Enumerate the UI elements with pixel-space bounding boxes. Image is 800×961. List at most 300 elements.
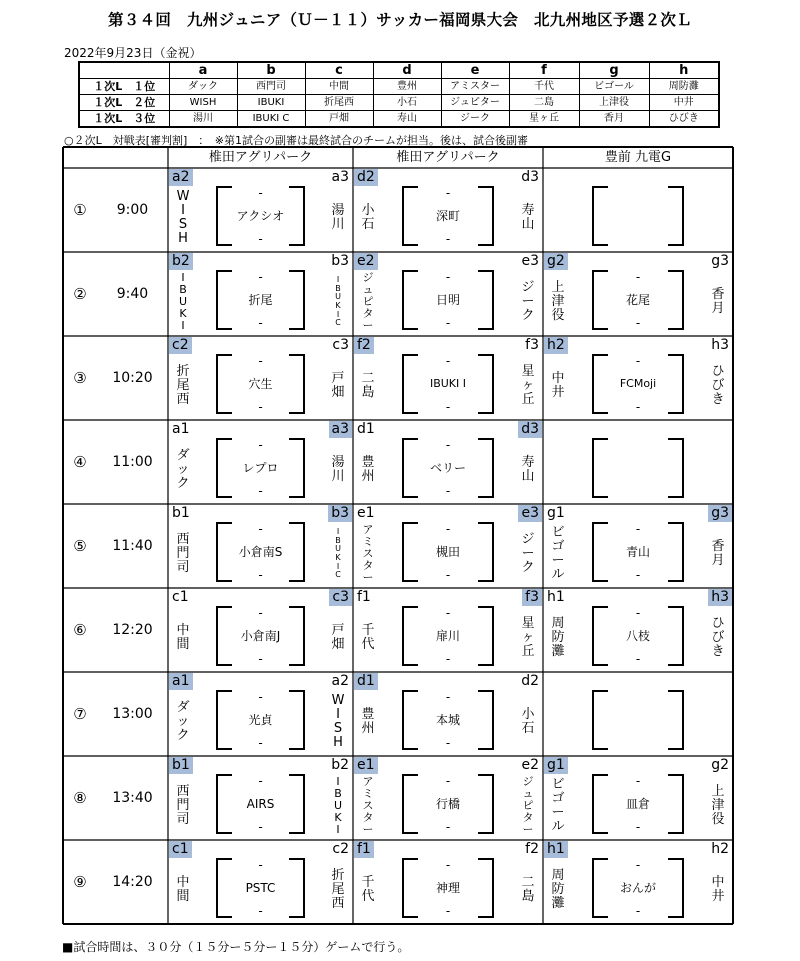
home-seed-tag: h1 (547, 589, 565, 605)
rank-team-cell: 香月 (579, 111, 649, 128)
score-bracket-right (668, 522, 684, 582)
referee-team: IBUKI I (429, 377, 467, 390)
referee-team: 深町 (435, 209, 460, 223)
rank-row (79, 95, 719, 111)
time-slot (63, 504, 168, 588)
away-seed-tag: a3 (331, 169, 349, 185)
rank-team-cell: 中井 (649, 95, 719, 111)
score-bracket-left (592, 606, 608, 666)
away-score: - (258, 652, 263, 666)
away-score: - (635, 820, 641, 834)
score-bracket-left (592, 354, 608, 414)
match-duration-note: ■試合時間は、３０分（１５分ー５分ー１５分）ゲームで行う。 (62, 940, 410, 954)
score-bracket-left (402, 774, 418, 834)
home-score: - (445, 522, 451, 536)
score-box (608, 774, 668, 834)
rank-team-cell: ひびき (649, 111, 719, 128)
venue-header-3: 豊前 九電G (604, 150, 672, 165)
score-box (418, 606, 478, 666)
away-seed-tag: e3 (518, 505, 542, 522)
kickoff-time: 11:40 (112, 538, 153, 554)
score-bracket-right (478, 606, 494, 666)
home-score: - (258, 858, 263, 872)
score-bracket-right (289, 186, 305, 246)
home-seed-tag: f1 (354, 841, 374, 858)
score-box (418, 774, 478, 834)
time-slot (63, 756, 168, 840)
page-title: 第３４回 九州ジュニア（Ｕ－１１）サッカー福岡県大会 北九州地区予選２次Ｌ (108, 11, 692, 29)
rank-team-cell: 上津役 (579, 95, 649, 111)
match-number: ⑦ (73, 705, 87, 723)
referee-team: 穴生 (248, 377, 273, 391)
rank-team-cell: 折尾西 (305, 95, 373, 111)
home-team-name: 中 井 (551, 370, 565, 400)
score-bracket-left (592, 270, 608, 330)
score-box (232, 690, 289, 750)
rank-row (79, 111, 719, 128)
away-seed-tag: d2 (521, 673, 539, 689)
away-score: - (258, 820, 263, 834)
away-team-name: ジ ュ ピ タ ー (522, 775, 534, 836)
referee-team: 小倉南J (240, 629, 281, 643)
home-score: - (635, 522, 641, 536)
match-cell (353, 840, 543, 924)
away-team-name: 戸 畑 (331, 622, 345, 652)
away-seed-tag: e2 (521, 757, 539, 773)
match-cell (168, 420, 353, 504)
away-team-name: ひ び き (711, 615, 725, 660)
away-team-name: I B U K I C (335, 527, 341, 580)
score-box (418, 354, 478, 414)
away-seed-tag: c3 (332, 337, 349, 353)
group-header-e: e (441, 62, 509, 79)
away-team-name: 星 ヶ 丘 (521, 363, 535, 408)
away-score: - (635, 652, 641, 666)
empty-match-cell (543, 420, 733, 504)
kickoff-time: 14:20 (112, 874, 153, 890)
time-slot (63, 588, 168, 672)
group-header-f: f (509, 62, 579, 79)
home-team-name: 西 門 司 (176, 783, 190, 828)
referee-team: 扉川 (435, 629, 460, 643)
rank-label: １次L １位 (79, 79, 169, 95)
home-team-name: 上 津 役 (551, 279, 565, 324)
venue-header-1: 椎田アグリパーク (208, 150, 313, 165)
home-seed-tag: b1 (172, 505, 190, 521)
rank-row (79, 79, 719, 95)
away-seed-tag: b2 (331, 757, 349, 773)
score-box (232, 858, 289, 918)
referee-team: ベリー (429, 461, 466, 475)
group-header-a: a (169, 62, 237, 79)
score-bracket-left (216, 606, 232, 666)
empty-match-cell (543, 672, 733, 756)
home-score: - (445, 354, 451, 368)
rank-table-corner (79, 62, 169, 79)
score-box (418, 186, 478, 246)
referee-team: AIRS (246, 797, 275, 811)
referee-team: 小倉南S (238, 545, 283, 559)
away-seed-tag: d3 (518, 421, 542, 438)
score-bracket-left (402, 186, 418, 246)
away-team-name: 香 月 (711, 538, 725, 568)
home-team-name: 周 防 灘 (551, 867, 565, 912)
group-header-b: b (237, 62, 305, 79)
away-seed-tag: f2 (525, 841, 539, 857)
referee-team: 行橋 (435, 797, 460, 811)
home-score: - (258, 606, 263, 620)
home-seed-tag: a1 (169, 673, 193, 690)
home-team-name: I B U K I (178, 271, 188, 332)
away-team-name: 湯 川 (331, 454, 345, 484)
score-bracket-right (668, 354, 684, 414)
away-score: - (445, 904, 451, 918)
away-score: - (635, 400, 641, 414)
kickoff-time: 12:20 (112, 622, 153, 638)
rank-team-cell: WISH (169, 95, 237, 111)
referee-team: PSTC (245, 881, 276, 895)
home-seed-tag: f2 (354, 337, 374, 354)
score-bracket-left (216, 186, 232, 246)
score-bracket-right (289, 522, 305, 582)
score-bracket-left (402, 858, 418, 918)
kickoff-time: 9:00 (116, 202, 149, 218)
score-bracket-right (289, 438, 305, 498)
group-header-g: g (579, 62, 649, 79)
match-cell (543, 756, 733, 840)
kickoff-time: 11:00 (112, 454, 153, 470)
away-score: - (635, 316, 641, 330)
home-team-name: 折 尾 西 (176, 363, 190, 408)
away-team-name: 湯 川 (331, 202, 345, 232)
match-cell (543, 336, 733, 420)
empty-match-cell (543, 168, 733, 252)
home-team-name: 豊 州 (361, 454, 375, 484)
match-number: ⑥ (73, 621, 87, 639)
score-bracket-left (216, 522, 232, 582)
score-bracket-right (668, 690, 684, 750)
home-seed-tag: g1 (544, 757, 568, 774)
away-team-name: 星 ヶ 丘 (521, 615, 535, 660)
home-score: - (258, 522, 263, 536)
away-seed-tag: g2 (711, 757, 729, 773)
score-bracket-right (289, 354, 305, 414)
score-bracket-left (592, 522, 608, 582)
referee-team: 光貞 (248, 713, 273, 727)
score-box (232, 606, 289, 666)
score-bracket-right (478, 858, 494, 918)
home-seed-tag: g1 (547, 505, 565, 521)
home-team-name: 千 代 (361, 622, 375, 652)
away-score: - (258, 400, 263, 414)
home-seed-tag: a2 (169, 169, 193, 186)
home-team-name: ビ ゴ ー ル (551, 524, 565, 583)
home-score: - (445, 774, 451, 788)
score-bracket-left (216, 690, 232, 750)
rank-team-cell: 湯川 (169, 111, 237, 128)
away-score: - (445, 484, 451, 498)
match-cell (543, 504, 733, 588)
time-slot (63, 840, 168, 924)
away-score: - (258, 736, 263, 750)
rank-team-cell: アミスター (441, 79, 509, 95)
match-cell (168, 168, 353, 252)
rank-team-cell: 西門司 (237, 79, 305, 95)
score-bracket-right (668, 774, 684, 834)
rank-team-cell: ビゴール (579, 79, 649, 95)
score-bracket-right (289, 690, 305, 750)
home-score: - (635, 270, 641, 284)
away-team-name: 寿 山 (521, 454, 535, 484)
away-team-name: I B U K I (333, 775, 343, 836)
home-team-name: 二 島 (361, 370, 375, 400)
match-cell (353, 588, 543, 672)
home-seed-tag: e2 (354, 253, 378, 270)
match-cell (168, 252, 353, 336)
rank-team-cell: 豊州 (373, 79, 441, 95)
score-box (232, 522, 289, 582)
time-slot (63, 420, 168, 504)
score-box (608, 354, 668, 414)
score-bracket-left (402, 690, 418, 750)
match-cell (168, 840, 353, 924)
away-score: - (258, 232, 263, 246)
home-score: - (258, 774, 263, 788)
away-score: - (445, 316, 451, 330)
home-team-name: 西 門 司 (176, 531, 190, 576)
home-score: - (635, 606, 641, 620)
away-seed-tag: d3 (521, 169, 539, 185)
rank-team-cell: 二島 (509, 95, 579, 111)
score-box (608, 522, 668, 582)
match-number: ⑨ (73, 873, 87, 891)
score-bracket-right (478, 522, 494, 582)
match-number: ⑧ (73, 789, 87, 807)
away-score: - (258, 484, 263, 498)
referee-team: 皿倉 (625, 797, 650, 811)
referee-team: 八枝 (625, 629, 650, 643)
score-bracket-left (592, 858, 608, 918)
home-seed-tag: h1 (544, 841, 568, 858)
home-score: - (258, 270, 263, 284)
score-bracket-right (668, 270, 684, 330)
score-bracket-right (478, 354, 494, 414)
home-team-name: ジ ュ ピ タ ー (362, 271, 374, 332)
home-seed-tag: h2 (544, 337, 568, 354)
home-team-name: 周 防 灘 (551, 615, 565, 660)
away-score: - (445, 736, 451, 750)
referee-team: 花尾 (625, 293, 650, 307)
home-score: - (635, 774, 641, 788)
home-seed-tag: d1 (357, 421, 375, 437)
match-number: ③ (73, 369, 87, 387)
away-score: - (258, 904, 263, 918)
home-score: - (635, 858, 641, 872)
away-score: - (258, 568, 263, 582)
kickoff-time: 13:00 (112, 706, 153, 722)
home-seed-tag: c1 (169, 841, 192, 858)
home-seed-tag: c1 (172, 589, 189, 605)
time-slot (63, 672, 168, 756)
rank-team-cell: ダック (169, 79, 237, 95)
away-team-name: 上 津 役 (711, 783, 725, 828)
home-score: - (258, 186, 263, 200)
referee-team: 神理 (435, 881, 460, 895)
away-team-name: 寿 山 (521, 202, 535, 232)
group-header-d: d (373, 62, 441, 79)
rank-team-cell: 周防灘 (649, 79, 719, 95)
home-seed-tag: g2 (544, 253, 568, 270)
rank-label: １次L ３位 (79, 111, 169, 128)
away-seed-tag: e3 (521, 253, 539, 269)
score-bracket-left (592, 774, 608, 834)
score-box (418, 438, 478, 498)
away-team-name: 折 尾 西 (331, 867, 345, 912)
away-team-name: 戸 畑 (331, 370, 345, 400)
home-score: - (258, 690, 263, 704)
time-slot (63, 252, 168, 336)
home-score: - (635, 354, 641, 368)
home-seed-tag: c2 (169, 337, 192, 354)
match-number: ② (73, 285, 87, 303)
score-box (232, 774, 289, 834)
away-seed-tag: h3 (711, 337, 729, 353)
score-box (232, 354, 289, 414)
away-team-name: ジ ー ク (521, 279, 535, 324)
home-seed-tag: e1 (354, 757, 378, 774)
match-cell (353, 672, 543, 756)
score-bracket-left (216, 858, 232, 918)
first-round-rank-table (78, 61, 720, 128)
match-number: ① (73, 201, 87, 219)
score-bracket-right (478, 774, 494, 834)
score-bracket-right (668, 438, 684, 498)
score-bracket-right (668, 858, 684, 918)
home-team-name: ア ミ ス タ ー (362, 775, 374, 836)
away-seed-tag: h3 (708, 589, 732, 606)
score-bracket-left (592, 438, 608, 498)
away-score: - (445, 400, 451, 414)
rank-team-cell: IBUKI C (237, 111, 305, 128)
away-team-name: ひ び き (711, 363, 725, 408)
score-bracket-right (289, 858, 305, 918)
match-number: ④ (73, 453, 87, 471)
home-team-name: ビ ゴ ー ル (551, 776, 565, 835)
score-bracket-right (668, 186, 684, 246)
home-team-name: 中 間 (176, 622, 190, 652)
match-cell (168, 756, 353, 840)
score-bracket-right (478, 438, 494, 498)
home-score: - (445, 690, 451, 704)
match-cell (353, 252, 543, 336)
time-slot (63, 168, 168, 252)
home-score: - (445, 186, 451, 200)
score-bracket-left (402, 606, 418, 666)
match-cell (353, 420, 543, 504)
rank-team-cell: 中間 (305, 79, 373, 95)
event-date: 2022年9月23日（金祝） (64, 46, 202, 60)
away-seed-tag: f3 (522, 589, 542, 606)
match-cell (168, 588, 353, 672)
score-bracket-left (592, 186, 608, 246)
rank-team-cell: 寿山 (373, 111, 441, 128)
away-seed-tag: h2 (711, 841, 729, 857)
match-cell (168, 336, 353, 420)
match-cell (168, 504, 353, 588)
away-seed-tag: g3 (711, 253, 729, 269)
away-score: - (635, 904, 641, 918)
score-bracket-right (289, 774, 305, 834)
away-score: - (445, 652, 451, 666)
match-number: ⑤ (73, 537, 87, 555)
home-team-name: ダ ッ ク (176, 699, 190, 744)
score-box (418, 522, 478, 582)
score-box (418, 690, 478, 750)
match-cell (353, 756, 543, 840)
match-cell (543, 588, 733, 672)
rank-team-cell: IBUKI (237, 95, 305, 111)
score-box (418, 270, 478, 330)
group-header-c: c (305, 62, 373, 79)
referee-team: おんが (619, 881, 656, 895)
referee-team: 槻田 (435, 545, 460, 559)
score-bracket-left (592, 690, 608, 750)
home-team-name: 豊 州 (361, 706, 375, 736)
home-seed-tag: f1 (357, 589, 371, 605)
away-seed-tag: c2 (332, 841, 349, 857)
away-seed-tag: a2 (331, 673, 349, 689)
away-score: - (258, 316, 263, 330)
score-box (608, 858, 668, 918)
rank-label: １次L ２位 (79, 95, 169, 111)
venue-header-2: 椎田アグリパーク (396, 150, 500, 165)
home-score: - (445, 270, 451, 284)
score-bracket-left (402, 270, 418, 330)
rank-team-cell: 星ヶ丘 (509, 111, 579, 128)
away-team-name: 小 石 (521, 706, 535, 736)
away-seed-tag: b3 (328, 505, 352, 522)
away-seed-tag: f3 (525, 337, 539, 353)
score-box (232, 186, 289, 246)
referee-team: 折尾 (248, 293, 273, 307)
time-slot (63, 336, 168, 420)
home-seed-tag: a1 (172, 421, 190, 437)
score-bracket-right (478, 270, 494, 330)
home-score: - (445, 438, 451, 452)
home-seed-tag: d1 (354, 673, 378, 690)
home-score: - (445, 858, 451, 872)
home-seed-tag: b2 (169, 253, 193, 270)
kickoff-time: 9:40 (116, 286, 149, 302)
home-seed-tag: d2 (354, 169, 378, 186)
away-team-name: 香 月 (711, 286, 725, 316)
score-bracket-right (668, 606, 684, 666)
rank-table-header-row (79, 62, 719, 79)
referee-team: レプロ (242, 461, 279, 475)
referee-team: 日明 (435, 293, 460, 307)
score-bracket-right (289, 606, 305, 666)
kickoff-time: 13:40 (112, 790, 153, 806)
referee-team: アクシオ (236, 209, 285, 223)
away-seed-tag: c3 (329, 589, 352, 606)
match-cell (168, 672, 353, 756)
match-cell (353, 504, 543, 588)
home-team-name: 中 間 (176, 874, 190, 904)
match-cell (353, 336, 543, 420)
away-team-name: 中 井 (711, 874, 725, 904)
away-seed-tag: a3 (329, 421, 353, 438)
away-team-name: ジ ー ク (521, 531, 535, 576)
